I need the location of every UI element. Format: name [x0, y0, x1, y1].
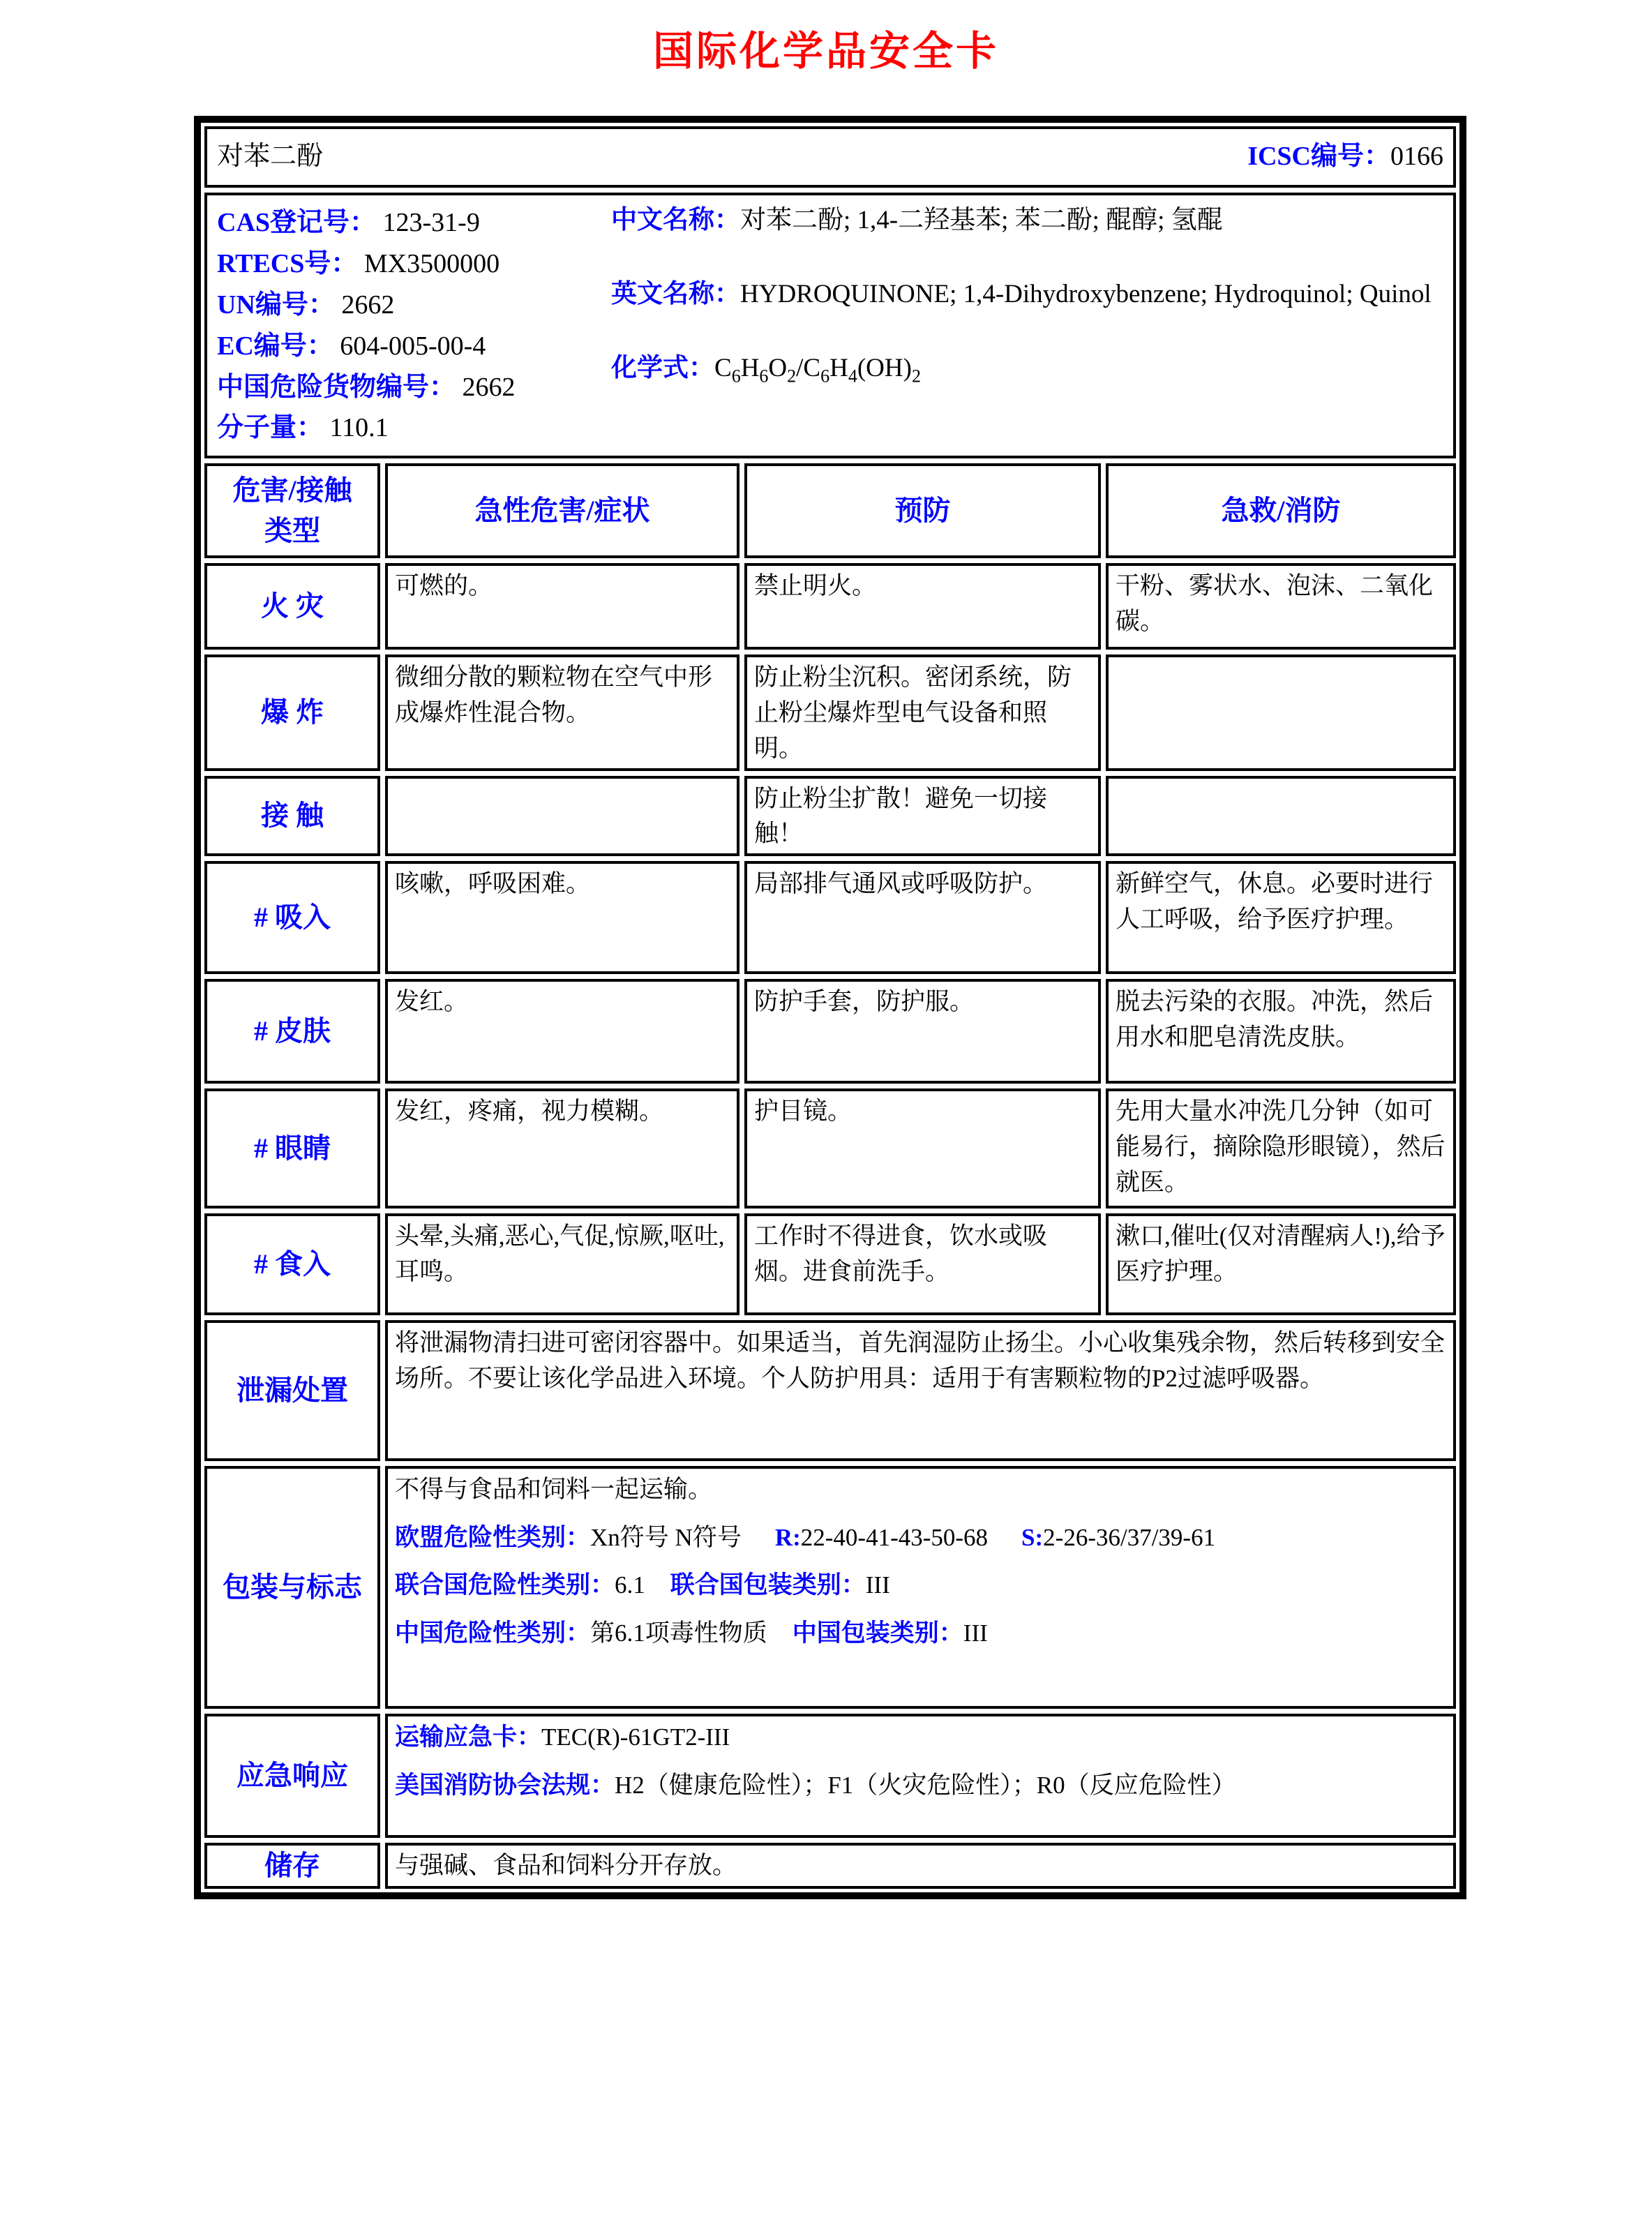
packaging-eu-line — [395, 1520, 1446, 1557]
cn-hazard-class-value: 第6.1项毒性物质 — [590, 1619, 767, 1647]
row-eyes-aid: 先用大量水冲洗几分钟（如可能易行，摘除隐形眼镜），然后就医。 — [1106, 1088, 1456, 1208]
row-fire-label: 火 灾 — [204, 563, 380, 650]
r-phrases-label: R: — [774, 1523, 801, 1551]
cn-pack-group-value: III — [963, 1619, 988, 1647]
ec-number-line — [217, 326, 611, 367]
s-phrases-label: S: — [1021, 1523, 1044, 1551]
identifiers-right-column — [611, 202, 1443, 449]
row-contact-symptoms — [385, 776, 739, 857]
chemical-formula-value: $C_6H_6O_2/C_6H_4(OH)_2$ — [714, 353, 921, 386]
row-fire-prevention: 禁止明火。 — [744, 563, 1101, 650]
table-header-row — [204, 463, 1456, 558]
table-row-explosion — [204, 654, 1456, 770]
row-explosion-prevention: 防止粉尘沉积。密闭系统，防止粉尘爆炸型电气设备和照明。 — [744, 654, 1101, 770]
molecular-weight-label: 分子量： — [217, 413, 324, 443]
storage-text: 与强碱、食品和饲料分开存放。 — [385, 1843, 1456, 1889]
packaging-transport-note: 不得与食品和饲料一起运输。 — [395, 1476, 713, 1504]
header-first-aid: 急救/消防 — [1106, 463, 1456, 558]
row-skin-aid: 脱去污染的衣服。冲洗，然后用水和肥皂清洗皮肤。 — [1106, 979, 1456, 1084]
row-contact-prevention: 防止粉尘扩散！避免一切接触！ — [744, 776, 1101, 857]
storage-label: 储存 — [204, 1843, 380, 1889]
row-skin-prevention: 防护手套，防护服。 — [744, 979, 1101, 1084]
english-name-label: 英文名称： — [611, 279, 740, 308]
identifiers-row — [204, 193, 1456, 458]
row-contact-label: 接 触 — [204, 776, 380, 857]
rtecs-number-label: RTECS号： — [217, 248, 358, 278]
emergency-nfpa-line — [395, 1767, 1446, 1804]
rtecs-number-value: MX3500000 — [363, 248, 500, 278]
r-phrases-value: 22-40-41-43-50-68 — [800, 1523, 989, 1551]
molecular-weight-value: 110.1 — [329, 413, 389, 443]
emergency-label: 应急响应 — [204, 1714, 380, 1838]
cn-pack-group-label: 中国包装类别： — [792, 1619, 963, 1647]
cn-hazard-class-label: 中国危险性类别： — [395, 1619, 591, 1647]
table-row-inhalation — [204, 861, 1456, 974]
row-ingestion-prevention: 工作时不得进食，饮水或吸烟。进食前洗手。 — [744, 1213, 1101, 1315]
spill-text: 将泄漏物清扫进可密闭容器中。如果适当，首先润湿防止扬尘。小心收集残余物，然后转移到安全场所。不要让该化学品进入环境。个人防护用具：适用于有害颗粒物的P2过滤呼吸器。 — [385, 1320, 1456, 1461]
row-contact-aid — [1106, 776, 1456, 857]
header-prevention: 预防 — [744, 463, 1101, 558]
eu-hazard-class-value: Xn符号 N符号 — [590, 1523, 742, 1551]
row-explosion-label: 爆 炸 — [204, 654, 380, 770]
un-hazard-class-label: 联合国危险性类别： — [395, 1571, 615, 1599]
china-dg-number-line — [217, 367, 611, 408]
packaging-un-line — [395, 1567, 1446, 1604]
table-row-ingestion — [204, 1213, 1456, 1315]
cas-number-value: 123-31-9 — [382, 208, 480, 237]
cas-number-line — [217, 202, 611, 244]
tec-card-label: 运输应急卡： — [395, 1723, 542, 1751]
un-pack-group-label: 联合国包装类别： — [670, 1571, 866, 1599]
icsc-number-label: ICSC编号： — [1247, 142, 1390, 172]
header-acute-hazards: 急性危害/症状 — [385, 463, 739, 558]
header-hazard-type-line2: 类型 — [264, 515, 320, 547]
un-pack-group-value: III — [865, 1571, 890, 1599]
molecular-weight-line — [217, 407, 611, 449]
table-row-skin — [204, 979, 1456, 1084]
tec-card-value: TEC(R)-61GT2-III — [541, 1723, 730, 1751]
header-hazard-type-line1: 危害/接触 — [232, 474, 352, 507]
nfpa-code-label: 美国消防协会法规： — [395, 1771, 615, 1799]
row-ingestion-symptoms: 头晕,头痛,恶心,气促,惊厥,呕吐,耳鸣。 — [385, 1213, 739, 1315]
row-fire-aid: 干粉、雾状水、泡沫、二氧化碳。 — [1106, 563, 1456, 650]
chinese-name-value: 对苯二酚; 1,4-二羟基苯; 苯二酚; 醌醇; 氢醌 — [740, 206, 1223, 234]
china-dg-number-value: 2662 — [462, 372, 516, 402]
table-row-contact — [204, 776, 1456, 857]
row-eyes-symptoms: 发红，疼痛，视力模糊。 — [385, 1088, 739, 1208]
row-inhalation-prevention: 局部排气通风或呼吸防护。 — [744, 861, 1101, 974]
page-title: 国际化学品安全卡 — [652, 27, 999, 75]
row-skin-symptoms: 发红。 — [385, 979, 739, 1084]
ec-number-label: EC编号： — [217, 331, 333, 361]
emergency-tec-line — [395, 1719, 1446, 1756]
packaging-label: 包装与标志 — [204, 1466, 380, 1709]
cas-number-label: CAS登记号： — [217, 208, 377, 237]
ec-number-value: 604-005-00-4 — [340, 331, 486, 361]
un-number-line — [217, 285, 611, 326]
un-hazard-class-value: 6.1 — [615, 1571, 645, 1599]
icsc-number — [1247, 137, 1443, 176]
rtecs-number-line — [217, 244, 611, 285]
identifiers-left-column — [217, 202, 611, 449]
un-number-label: UN编号： — [217, 290, 335, 320]
packaging-cn-line — [395, 1615, 1446, 1652]
section-row-emergency — [204, 1714, 1456, 1838]
row-explosion-symptoms: 微细分散的颗粒物在空气中形成爆炸性混合物。 — [385, 654, 739, 770]
row-explosion-aid — [1106, 654, 1456, 770]
s-phrases-value: 2-26-36/37/39-61 — [1043, 1523, 1216, 1551]
row-inhalation-aid: 新鲜空气，休息。必要时进行人工呼吸，给予医疗护理。 — [1106, 861, 1456, 974]
row-fire-symptoms: 可燃的。 — [385, 563, 739, 650]
card-header-row — [204, 126, 1456, 188]
chemical-name: 对苯二酚 — [217, 142, 324, 172]
section-row-storage — [204, 1843, 1456, 1889]
row-ingestion-aid: 漱口,催吐(仅对清醒病人!),给予医疗护理。 — [1106, 1213, 1456, 1315]
row-inhalation-label: # 吸入 — [204, 861, 380, 974]
safety-card — [194, 116, 1466, 1899]
spill-label: 泄漏处置 — [204, 1320, 380, 1461]
english-name-value: HYDROQUINONE; 1,4-Dihydroxybenzene; Hydroquinol; Quinol — [740, 279, 1432, 308]
table-row-eyes — [204, 1088, 1456, 1208]
row-eyes-prevention: 护目镜。 — [744, 1088, 1101, 1208]
row-inhalation-symptoms: 咳嗽，呼吸困难。 — [385, 861, 739, 974]
icsc-number-value: 0166 — [1390, 142, 1443, 172]
identifiers-cell — [204, 193, 1456, 458]
china-dg-number-label: 中国危险货物编号： — [217, 372, 456, 402]
row-skin-label: # 皮肤 — [204, 979, 380, 1084]
chinese-name-label: 中文名称： — [611, 206, 740, 234]
header-hazard-type — [204, 463, 380, 558]
table-row-fire — [204, 563, 1456, 650]
english-name-line — [611, 276, 1443, 313]
section-row-spill — [204, 1320, 1456, 1461]
chinese-name-line — [611, 202, 1443, 239]
row-ingestion-label: # 食入 — [204, 1213, 380, 1315]
eu-hazard-class-label: 欧盟危险性类别： — [395, 1523, 591, 1551]
chemical-formula-line — [611, 350, 1443, 387]
emergency-content — [385, 1714, 1456, 1838]
card-header-cell — [204, 126, 1456, 188]
nfpa-code-value: H2（健康危险性）；F1（火灾危险性）；R0（反应危险性） — [615, 1771, 1236, 1799]
packaging-content — [385, 1466, 1456, 1709]
un-number-value: 2662 — [341, 290, 395, 320]
row-eyes-label: # 眼睛 — [204, 1088, 380, 1208]
chemical-formula-label: 化学式： — [611, 353, 714, 382]
section-row-packaging — [204, 1466, 1456, 1709]
